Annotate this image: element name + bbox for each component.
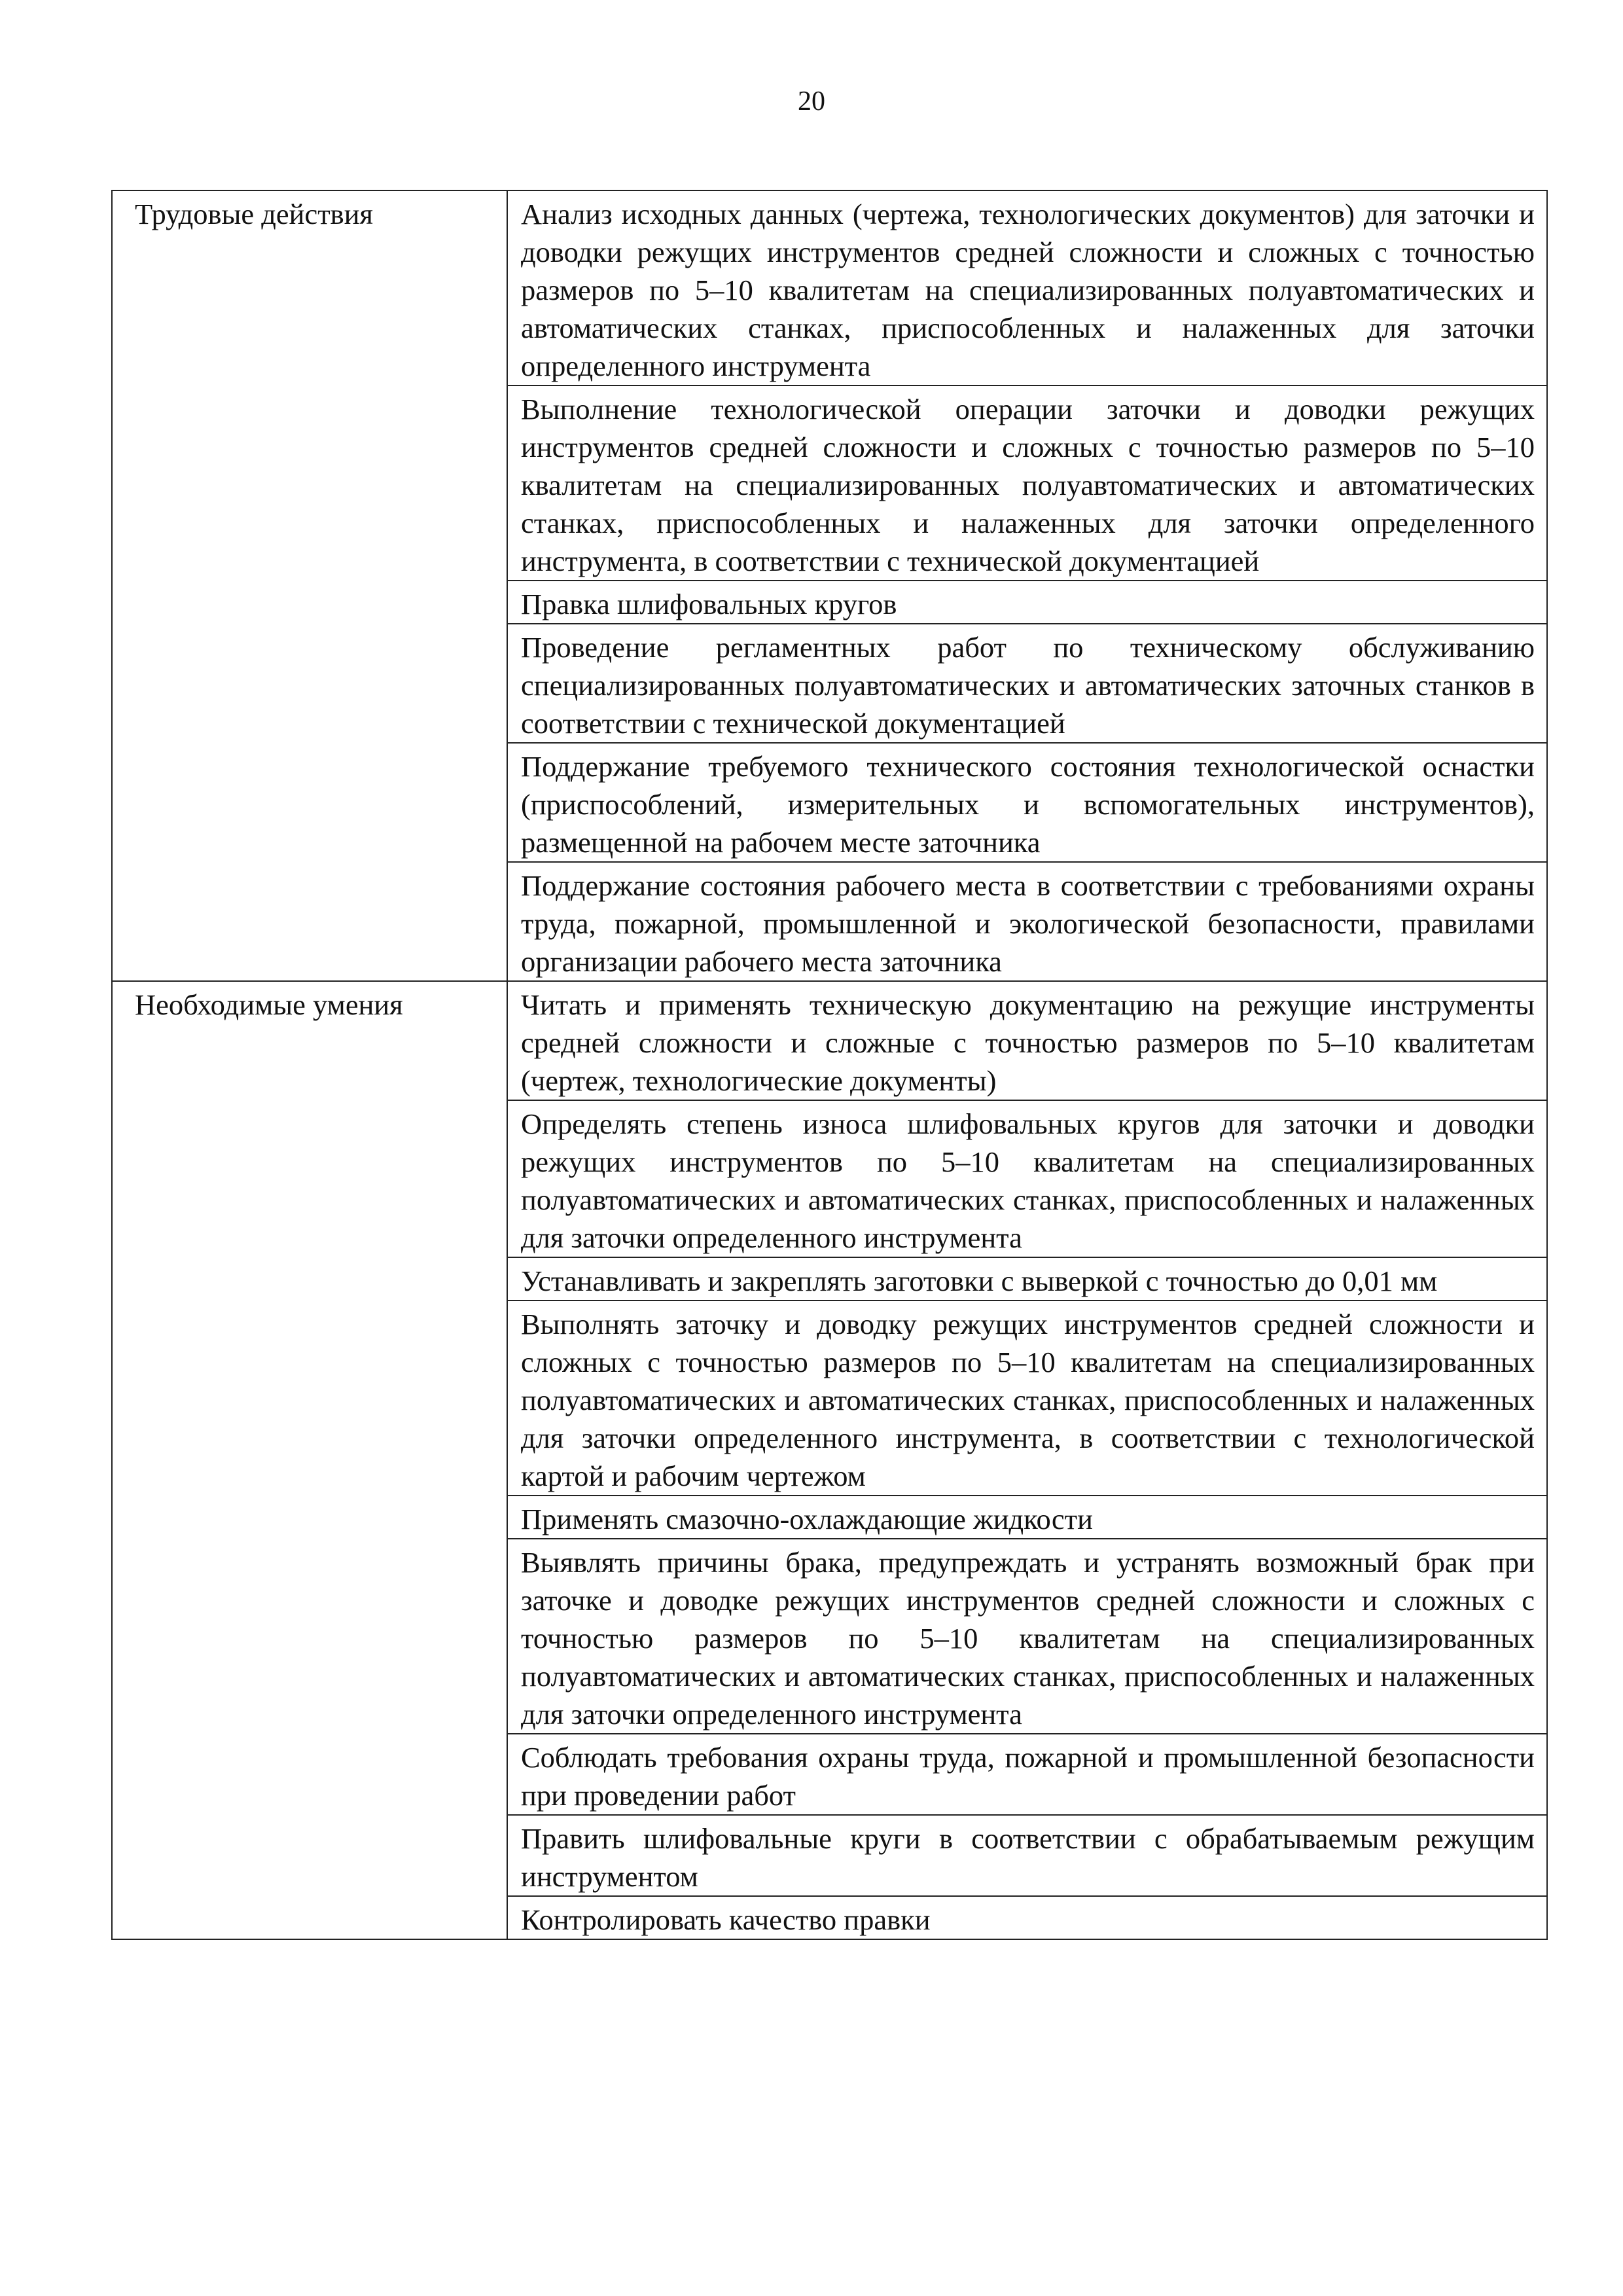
table-cell: Определять степень износа шлифовальных кругов для заточки и доводки режущих инструментов по 5–10 квалитетам на специализированных полуавтоматических и автоматических станках, приспособленных и налаженных для заточки определенного инструмента bbox=[507, 1100, 1547, 1257]
table-row bbox=[112, 981, 1547, 1100]
page-number: 20 bbox=[798, 86, 825, 117]
table-cell: Выполнять заточку и доводку режущих инструментов средней сложности и сложных с точностью размеров по 5–10 квалитетам на специализированных полуавтоматических и автоматических станках, приспособленных и налаженных для заточки определенного инструмента, в соответствии с технологической картой и рабочим чертежом bbox=[507, 1300, 1547, 1496]
table-cell: Править шлифовальные круги в соответствии с обрабатываемым режущим инструментом bbox=[507, 1815, 1547, 1896]
table-cell: Правка шлифовальных кругов bbox=[507, 581, 1547, 624]
table-row bbox=[112, 190, 1547, 386]
table-cell: Выполнение технологической операции заточки и доводки режущих инструментов средней сложности и сложных с точностью размеров по 5–10 квалитетам на специализированных полуавтоматических и автоматических станках, приспособленных и налаженных для заточки определенного инструмента, в соответствии с технической документацией bbox=[507, 386, 1547, 581]
table-cell: Анализ исходных данных (чертежа, технологических документов) для заточки и доводки режущих инструментов средней сложности и сложных с точностью размеров по 5–10 квалитетам на специализированных полуавтоматических и автоматических станках, приспособленных и налаженных для заточки определенного инструмента bbox=[507, 190, 1547, 386]
table-cell: Поддержание требуемого технического состояния технологической оснастки (приспособлений, измерительных и вспомогательных инструментов), размещенной на рабочем месте заточника bbox=[507, 743, 1547, 862]
table-cell: Применять смазочно-охлаждающие жидкости bbox=[507, 1496, 1547, 1539]
competency-table bbox=[111, 190, 1548, 1940]
table-cell: Читать и применять техническую документацию на режущие инструменты средней сложности и сложные с точностью размеров по 5–10 квалитетам (чертеж, технологические документы) bbox=[507, 981, 1547, 1100]
table-cell: Контролировать качество правки bbox=[507, 1896, 1547, 1939]
table-cell: Устанавливать и закреплять заготовки с выверкой с точностью до 0,01 мм bbox=[507, 1257, 1547, 1300]
section-label-required-skills: Необходимые умения bbox=[112, 981, 507, 1939]
table-cell: Выявлять причины брака, предупреждать и устранять возможный брак при заточке и доводке режущих инструментов средней сложности и сложных с точностью размеров по 5–10 квалитетам на специализированных полуавтоматических и автоматических станках, приспособленных и налаженных для заточки определенного инструмента bbox=[507, 1539, 1547, 1734]
section-label-labor-actions: Трудовые действия bbox=[112, 190, 507, 981]
table-cell: Проведение регламентных работ по техническому обслуживанию специализированных полуавтоматических и автоматических заточных станков в соответствии с технической документацией bbox=[507, 624, 1547, 743]
table-cell: Соблюдать требования охраны труда, пожарной и промышленной безопасности при проведении работ bbox=[507, 1734, 1547, 1815]
table-cell: Поддержание состояния рабочего места в соответствии с требованиями охраны труда, пожарной, промышленной и экологической безопасности, правилами организации рабочего места заточника bbox=[507, 862, 1547, 981]
